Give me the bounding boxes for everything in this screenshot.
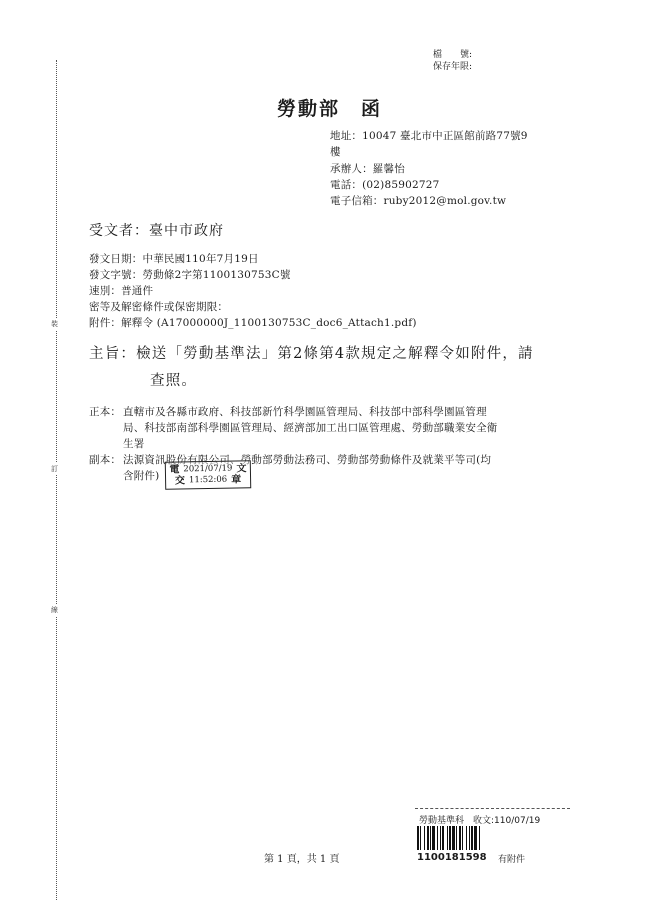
barcode-bar bbox=[459, 826, 461, 850]
barcode-bar bbox=[437, 826, 438, 850]
margin-mark-bind: 裝 bbox=[51, 320, 58, 328]
file-number-label: 檔 號: bbox=[433, 50, 473, 60]
subject-line2: 查照。 bbox=[150, 373, 198, 389]
barcode-bar bbox=[479, 826, 480, 850]
barcode-bar bbox=[442, 826, 444, 850]
barcode-bar bbox=[420, 826, 421, 850]
sender-phone: 電話：(02)85902727 bbox=[330, 179, 440, 191]
barcode-bar bbox=[417, 826, 419, 850]
main-recipients-line1: 直轄市及各縣市政府、科技部新竹科學園區管理局、科技部中部科學園區管理 bbox=[123, 406, 487, 418]
binding-margin-line bbox=[56, 60, 57, 900]
attachment-line: 附件：解釋令 (A17000000J_1100130753C_doc6_Attach1.pdf) bbox=[89, 317, 417, 329]
barcode-bar bbox=[432, 826, 435, 850]
receipt-stamp-line: 勞動基準科 收文:110/07/19 bbox=[419, 816, 541, 826]
barcode-bar bbox=[456, 826, 457, 850]
barcode-bar bbox=[462, 826, 463, 850]
barcode-bar bbox=[430, 826, 431, 850]
barcode-bar bbox=[452, 826, 455, 850]
margin-mark-line: 線 bbox=[51, 606, 58, 614]
barcode-bar bbox=[449, 826, 451, 850]
sender-email: 電子信箱：ruby2012@mol.gov.tw bbox=[330, 195, 507, 207]
sender-address-line2: 樓 bbox=[330, 146, 341, 158]
retention-label: 保存年限: bbox=[433, 62, 473, 72]
main-recipients-label: 正本： bbox=[89, 406, 122, 418]
copy-recipients-line1: 法源資訊股份有限公司、勞動部勞動法務司、勞動部勞動條件及就業平等司(均 bbox=[123, 454, 492, 466]
security-level: 密等及解密條件或保密期限： bbox=[89, 301, 229, 313]
barcode bbox=[417, 826, 529, 850]
barcode-bar bbox=[471, 826, 473, 850]
document-title: 勞動部 函 bbox=[277, 98, 383, 120]
receipt-number: 1100181598 bbox=[417, 852, 487, 863]
barcode-bar bbox=[474, 826, 477, 850]
dispatch-stamp: 電 2021/07/19 文 交 11:52:06 章 bbox=[165, 460, 251, 489]
margin-mark-staple: 訂 bbox=[51, 465, 58, 473]
sender-address-line1: 地址：10047 臺北市中正區館前路77號9 bbox=[330, 130, 528, 142]
sender-contact: 承辦人：羅馨怡 bbox=[330, 163, 405, 175]
copy-recipients-label: 副本： bbox=[89, 454, 122, 466]
barcode-bar bbox=[424, 826, 425, 850]
page-indicator: 第 1 頁，共 1 頁 bbox=[264, 854, 340, 865]
copy-recipients-line2: 含附件) bbox=[123, 470, 160, 482]
subject-line1: 主旨：檢送「勞動基準法」第2條第4款規定之解釋令如附件，請 bbox=[89, 346, 534, 362]
receipt-note: 有附件 bbox=[498, 855, 526, 865]
document-number: 發文字號：勞動條2字第1100130753C號 bbox=[89, 269, 291, 281]
barcode-bar bbox=[440, 826, 441, 850]
barcode-bar bbox=[427, 826, 429, 850]
recipient: 受文者：臺中市政府 bbox=[89, 223, 224, 239]
delivery-speed: 速別：普通件 bbox=[89, 285, 154, 297]
barcode-bar bbox=[466, 826, 467, 850]
barcode-bar bbox=[469, 826, 470, 850]
barcode-bar bbox=[447, 826, 448, 850]
issue-date: 發文日期：中華民國110年7月19日 bbox=[89, 253, 259, 265]
main-recipients-line3: 生署 bbox=[123, 438, 145, 450]
main-recipients-line2: 局、科技部南部科學園區管理局、經濟部加工出口區管理處、勞動部職業安全衛 bbox=[123, 422, 498, 434]
